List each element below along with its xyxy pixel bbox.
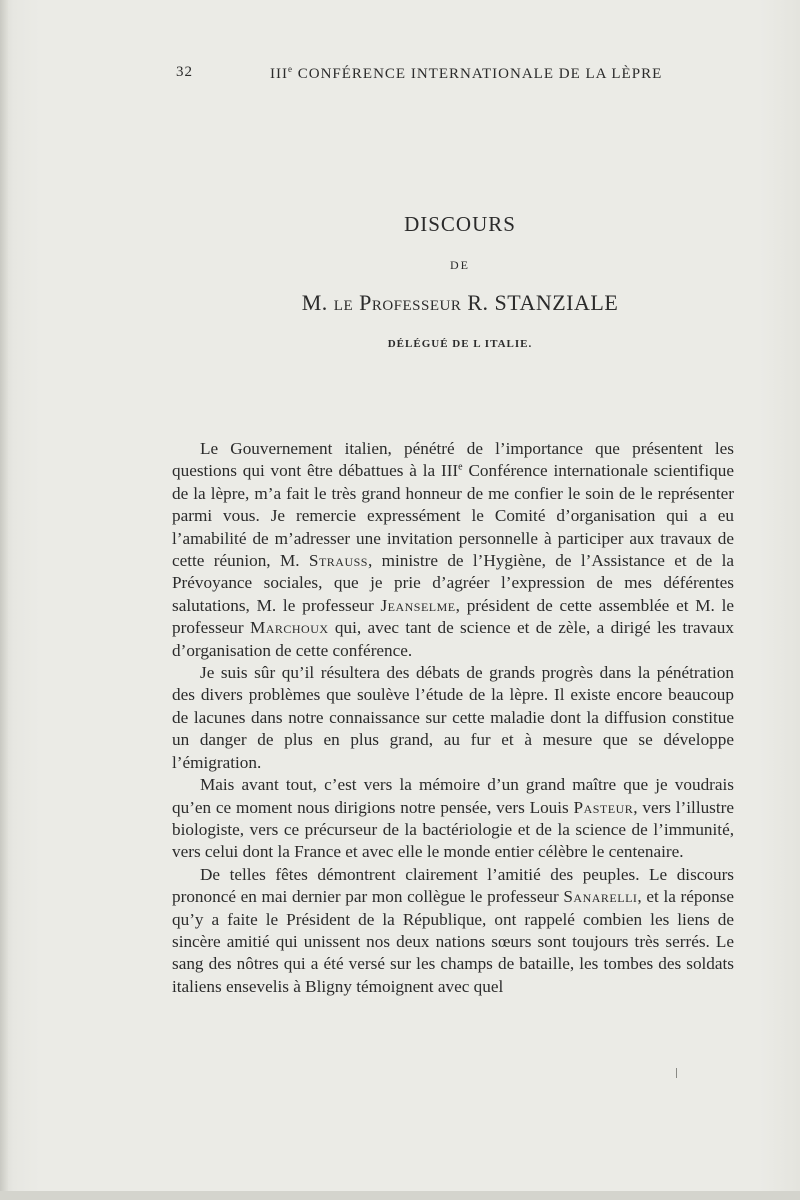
paragraph-3: Mais avant tout, c’est vers la mémoire d’un grand maître que je voudrais qu’en ce moment nous dirigions notre pensée, vers Louis Pasteur, vers l’illustre biologiste, vers ce précurseur de la bactériologie et de la science de l’immunité, vers celui dont la France et avec elle le monde entier célèbre le centenaire.	[172, 775, 734, 862]
person-name: Strauss	[308, 551, 368, 571]
speaker-line	[0, 290, 800, 316]
person-name: Marchoux	[249, 618, 329, 638]
running-head	[0, 64, 800, 88]
person-name: Jeanselme	[380, 595, 456, 615]
speech-body	[172, 438, 734, 998]
paragraph-1: Le Gouvernement italien, pénétré de l’importance que présentent les questions qui vont être débattues à la IIIe Conférence internationale scientifique de la lèpre, m’a fait le très grand honneur de me confier le soin de le représenter parmi vous. Je remercie expressément le Comité d’organisation qui a eu l’amabilité de m’adresser une invitation personnelle à participer aux travaux de cette réunion, M. Strauss, ministre de l’Hygiène, de l’Assistance et de la Prévoyance sociales, que je prie d’agréer l’expression de mes déférentes salutations, M. le professeur Jeanselme, président de cette assemblée et M. le professeur Marchoux qui, avec tant de science et de zèle, a dirigé les travaux d’organisation de cette conférence.	[172, 439, 734, 660]
stray-ink-mark	[676, 1068, 677, 1078]
section-title: DISCOURS	[404, 212, 516, 236]
byline-de: DE	[450, 258, 470, 272]
speaker-prefix: M. le Professeur	[301, 290, 462, 315]
person-name: Sanarelli	[563, 887, 638, 907]
page-number: 32	[176, 64, 193, 80]
speaker-role: DÉLÉGUÉ DE L ITALIE.	[387, 338, 533, 350]
speaker-name: R. STANZIALE	[467, 290, 619, 315]
running-head-title: IIIe CONFÉRENCE INTERNATIONALE DE LA LÈPRE	[270, 64, 663, 82]
page-spine-shadow	[0, 0, 8, 1200]
paragraph-4: De telles fêtes démontrent clairement l’amitié des peuples. Le discours prononcé en mai dernier par mon collègue le professeur Sanarelli, et la réponse qu’y a faite le Président de la République, ont rappelé combien les liens de sincère amitié qui unissent nos deux nations sœurs sont toujours très serrés. Le sang des nôtres qui a été versé sur les champs de bataille, les tombes des soldats italiens ensevelis à Bligny témoignent avec quel	[172, 864, 734, 996]
paragraph-2: Je suis sûr qu’il résultera des débats de grands progrès dans la pénétration des divers problèmes que soulève l’étude de la lèpre. Il existe encore beaucoup de lacunes dans notre connaissance sur cette maladie dont la diffusion constitue un danger de plus en plus grand, au fur et à mesure que se développe l’émigration.	[172, 663, 734, 772]
scan-bottom-edge	[0, 1191, 800, 1200]
person-name: Pasteur	[573, 797, 634, 817]
